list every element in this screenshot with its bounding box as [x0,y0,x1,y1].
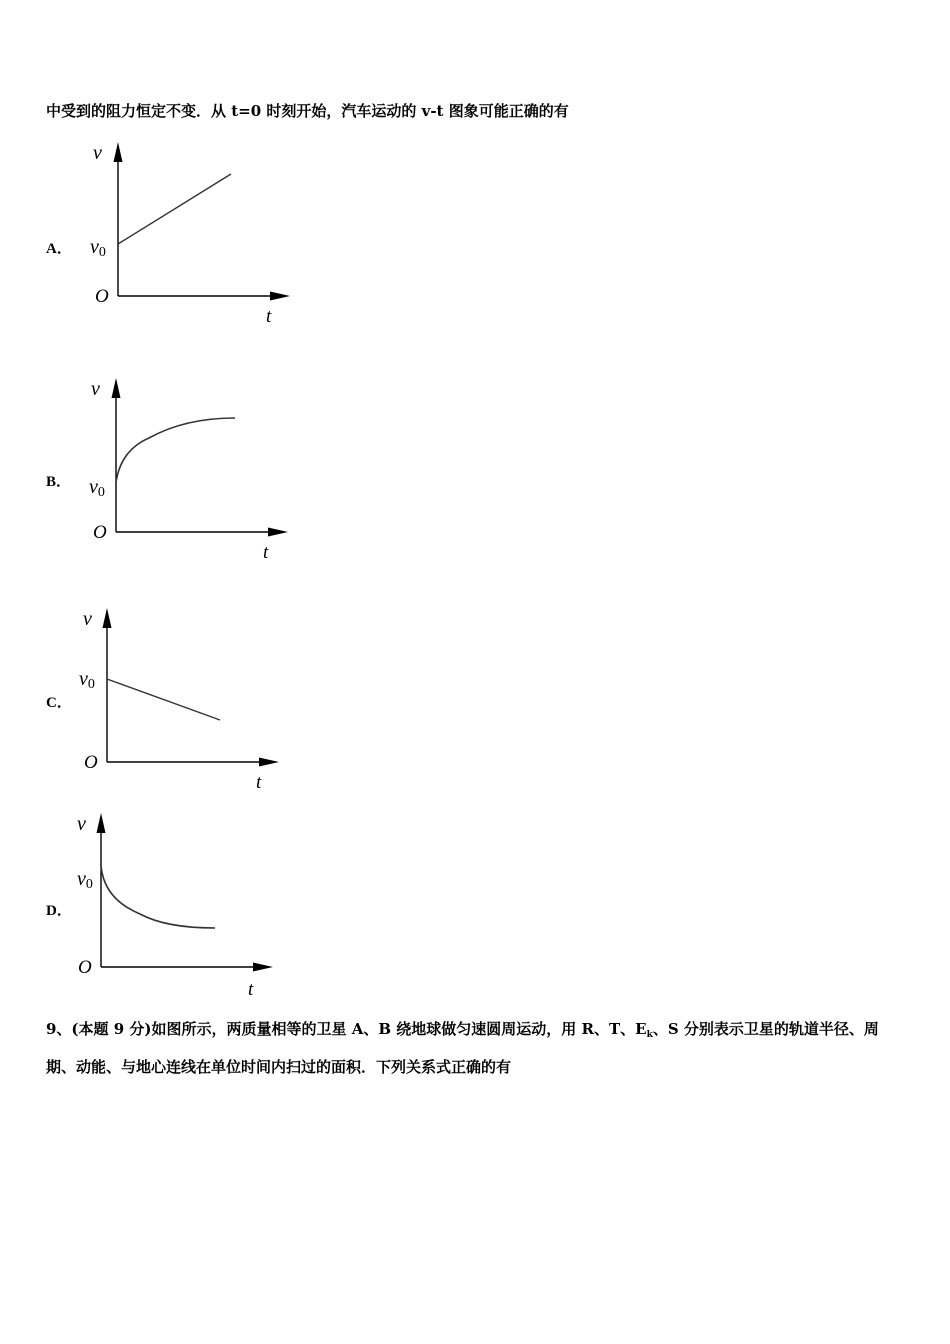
origin-label: O [84,752,98,773]
v-axis-arrow [112,378,121,398]
t-axis-arrow [270,292,290,301]
option-c-label: C． [46,695,72,711]
q9-line1-post: 、S 分别表示卫星的轨道半径、周 [652,1020,879,1038]
question-stem-tail: 中受到的阻力恒定不变．从 t=0 时刻开始，汽车运动的 v-t 图象可能正确的有 [46,102,569,120]
curve-d [101,866,215,928]
v0-label: v0 [89,476,105,500]
t-label: t [256,772,262,793]
t-label: t [248,979,254,1000]
curve-b [116,418,235,482]
v-label: v [77,813,86,835]
v-label: v [91,378,100,400]
q9-line1-sub: k [646,1030,653,1040]
q9-line1-pre: 9、(本题 9 分)如图所示，两质量相等的卫星 A、B 绕地球做匀速圆周运动，用 R、T、E [46,1020,647,1038]
t-axis-arrow [259,758,279,767]
v-axis-arrow [97,813,106,833]
t-label: t [263,542,269,563]
graph-b [85,376,300,566]
question-9-line-2: 期、动能、与地心连线在单位时间内扫过的面积．下列关系式正确的有 [46,1058,512,1076]
option-b-label: B． [46,474,72,490]
v0-label: v0 [79,668,95,692]
t-axis-arrow [253,963,273,972]
question-9-line-1 [46,1019,879,1042]
graph-d [70,811,285,1001]
origin-label: O [95,286,109,307]
v0-label: v0 [77,868,93,892]
origin-label: O [78,957,92,978]
t-label: t [266,306,272,327]
v-label: v [83,608,92,630]
curve-c [107,679,220,720]
graph-a [85,140,300,330]
option-a-label: A． [46,241,72,257]
v-label: v [93,142,102,164]
curve-a [118,174,231,244]
v-axis-arrow [114,142,123,162]
option-d-label: D． [46,903,72,919]
v0-label: v0 [90,236,106,260]
v-axis-arrow [103,608,112,628]
graph-c [75,606,290,796]
origin-label: O [93,522,107,543]
t-axis-arrow [268,528,288,537]
